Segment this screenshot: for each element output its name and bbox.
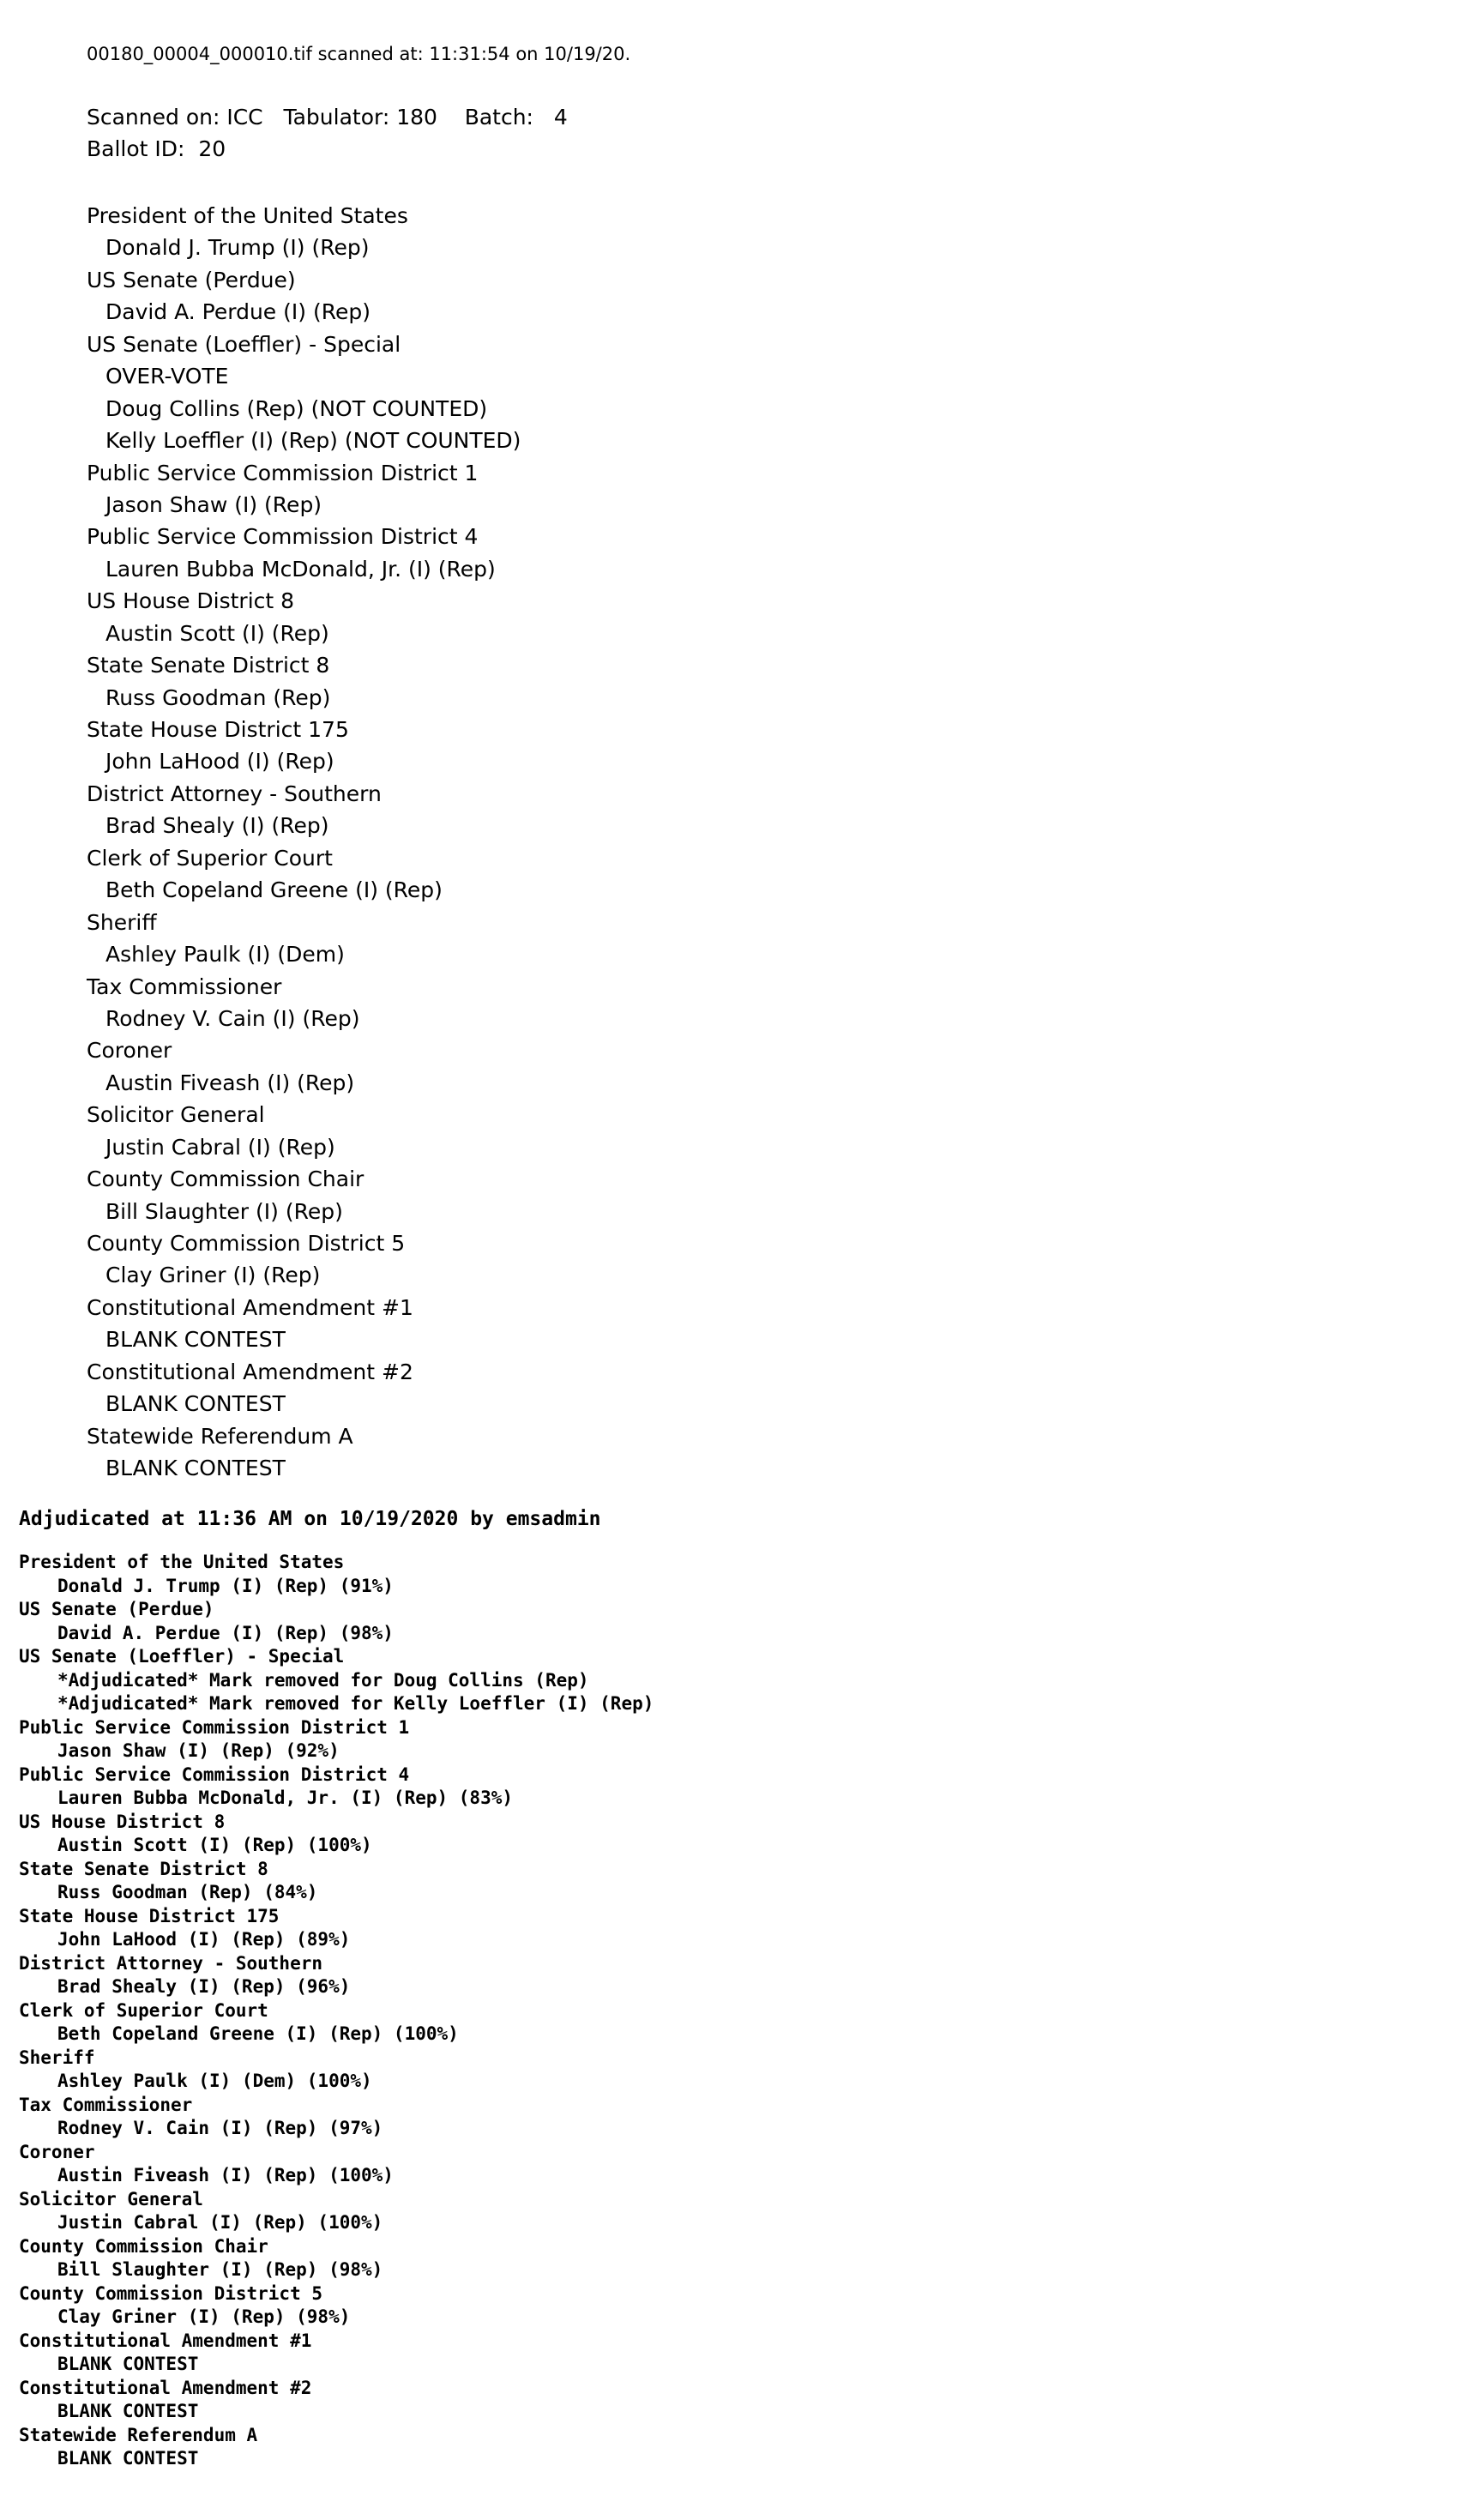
- ballot-choice: Austin Scott (I) (Rep): [105, 620, 329, 646]
- adjudicated-contest: [19, 1716, 1443, 1763]
- adjudicated-contest-name: US House District 8: [19, 1811, 226, 1832]
- adjudicated-contest: [19, 1999, 1443, 2047]
- ballot-contest-name: US House District 8: [87, 588, 295, 614]
- adjudicated-choice: BLANK CONTEST: [57, 2448, 199, 2469]
- adjudicated-choice: John LaHood (I) (Rep) (89%): [57, 1929, 351, 1950]
- adjudicated-contest-list: [19, 1551, 1443, 2471]
- ballot-choice: Kelly Loeffler (I) (Rep) (NOT COUNTED): [105, 428, 521, 454]
- adjudicated-contest: [19, 1811, 1443, 1858]
- ballot-contest: [87, 200, 1373, 264]
- ballot-contest: [87, 1227, 1373, 1292]
- adjudicated-contest: [19, 2094, 1443, 2141]
- adjudicated-contest-name: Public Service Commission District 4: [19, 1763, 410, 1785]
- adjudicated-contest: [19, 2188, 1443, 2235]
- ballot-choice: Jason Shaw (I) (Rep): [105, 491, 322, 517]
- adjudicated-contest: [19, 2330, 1443, 2377]
- ballot-choice: BLANK CONTEST: [105, 1456, 286, 1481]
- adjudicated-contest-name: US Senate (Loeffler) - Special: [19, 1646, 345, 1667]
- ballot-contest-name: Solicitor General: [87, 1102, 265, 1128]
- ballot-choice: Lauren Bubba McDonald, Jr. (I) (Rep): [105, 556, 496, 582]
- adjudicated-contest-name: County Commission Chair: [19, 2235, 268, 2257]
- adjudicated-contest: [19, 2377, 1443, 2424]
- adjudicated-choice: BLANK CONTEST: [57, 2354, 199, 2374]
- ballot-choice: Beth Copeland Greene (I) (Rep): [105, 877, 443, 903]
- ballot-contest-name: Constitutional Amendment #2: [87, 1359, 413, 1384]
- adjudicated-choice: Bill Slaughter (I) (Rep) (98%): [57, 2259, 383, 2280]
- adjudicated-contest-name: Statewide Referendum A: [19, 2424, 258, 2445]
- adjudicated-contest-name: Clerk of Superior Court: [19, 1999, 268, 2021]
- ballot-contest: [87, 1292, 1373, 1356]
- adjudicated-choice: Ashley Paulk (I) (Dem) (100%): [57, 2071, 372, 2091]
- adjudicated-contest: [19, 1952, 1443, 1999]
- ballot-contest-name: Constitutional Amendment #1: [87, 1294, 413, 1320]
- adjudication-section: [19, 1504, 1443, 2471]
- adjudicated-contest-name: Solicitor General: [19, 2188, 203, 2210]
- ballot-contest-name: State House District 175: [87, 717, 349, 742]
- adjudicated-choice: Austin Fiveash (I) (Rep) (100%): [57, 2165, 394, 2185]
- ballot-contest-name: Statewide Referendum A: [87, 1423, 353, 1449]
- adjudicated-contest-name: State Senate District 8: [19, 1858, 268, 1879]
- ballot-choice: Austin Fiveash (I) (Rep): [105, 1070, 355, 1095]
- adjudicated-contest-name: Sheriff: [19, 2047, 95, 2068]
- adjudicated-contest: [19, 1551, 1443, 1598]
- adjudicated-contest-name: County Commission District 5: [19, 2282, 323, 2304]
- adjudicated-choice: Justin Cabral (I) (Rep) (100%): [57, 2212, 383, 2233]
- adjudicated-choice: *Adjudicated* Mark removed for Kelly Loeffler (I) (Rep): [57, 1693, 654, 1714]
- ballot-contest: [87, 1163, 1373, 1227]
- adjudicated-contest-name: US Senate (Perdue): [19, 1599, 214, 1619]
- adjudicated-contest: [19, 1858, 1443, 1905]
- ballot-choice: BLANK CONTEST: [105, 1327, 286, 1353]
- ballot-choice: Rodney V. Cain (I) (Rep): [105, 1005, 360, 1031]
- ballot-contest: [87, 714, 1373, 778]
- adjudicated-choice: Austin Scott (I) (Rep) (100%): [57, 1835, 372, 1855]
- ballot-choice: Bill Slaughter (I) (Rep): [105, 1198, 343, 1224]
- ballot-contest-name: Public Service Commission District 4: [87, 524, 479, 550]
- ballot-contest: [87, 521, 1373, 585]
- adjudicated-contest: [19, 2282, 1443, 2330]
- ballot-contest-list: [87, 200, 1373, 1485]
- adjudicated-contest: [19, 1905, 1443, 1952]
- ballot-choice: Russ Goodman (Rep): [105, 684, 331, 710]
- ballot-id-line: Ballot ID: 20: [87, 136, 226, 161]
- adjudicated-contest-name: Coroner: [19, 2141, 95, 2162]
- ballot-contest-name: County Commission Chair: [87, 1167, 364, 1192]
- ballot-contest-name: Public Service Commission District 1: [87, 460, 479, 485]
- adjudication-header: Adjudicated at 11:36 AM on 10/19/2020 by emsadmin: [19, 1508, 601, 1530]
- adjudicated-contest: [19, 1645, 1443, 1716]
- ballot-choice: Justin Cabral (I) (Rep): [105, 1134, 335, 1160]
- ballot-contest: [87, 1356, 1373, 1420]
- ballot-contest-name: US Senate (Loeffler) - Special: [87, 331, 401, 357]
- ballot-choice: OVER-VOTE: [105, 364, 229, 389]
- ballot-contest-name: County Commission District 5: [87, 1231, 406, 1256]
- ballot-choice: Ashley Paulk (I) (Dem): [105, 942, 345, 968]
- scan-section: [87, 41, 1373, 1485]
- ballot-choice: Brad Shealy (I) (Rep): [105, 813, 329, 839]
- ballot-choice: BLANK CONTEST: [105, 1391, 286, 1417]
- ballot-contest: [87, 649, 1373, 714]
- adjudicated-contest-name: President of the United States: [19, 1552, 345, 1572]
- ballot-contest: [87, 778, 1373, 842]
- adjudicated-choice: Beth Copeland Greene (I) (Rep) (100%): [57, 2023, 459, 2044]
- ballot-contest: [87, 264, 1373, 329]
- adjudicated-contest-name: Public Service Commission District 1: [19, 1716, 410, 1738]
- adjudicated-contest-name: Constitutional Amendment #1: [19, 2330, 312, 2351]
- adjudicated-contest: [19, 2047, 1443, 2094]
- adjudicated-contest-name: State House District 175: [19, 1905, 280, 1926]
- adjudicated-contest-name: Tax Commissioner: [19, 2094, 193, 2115]
- ballot-choice: Donald J. Trump (I) (Rep): [105, 235, 370, 261]
- adjudicated-choice: Lauren Bubba McDonald, Jr. (I) (Rep) (83%): [57, 1788, 514, 1808]
- ballot-contest-name: US Senate (Perdue): [87, 267, 296, 292]
- scanned-on-line: Scanned on: ICC Tabulator: 180 Batch: 4: [87, 105, 568, 130]
- ballot-contest-name: Sheriff: [87, 909, 157, 935]
- adjudicated-choice: BLANK CONTEST: [57, 2401, 199, 2421]
- ballot-contest-name: Clerk of Superior Court: [87, 845, 333, 871]
- ballot-contest: [87, 842, 1373, 907]
- ballot-contest: [87, 907, 1373, 971]
- adjudicated-contest: [19, 2424, 1443, 2471]
- adjudicated-choice: *Adjudicated* Mark removed for Doug Collins (Rep): [57, 1669, 589, 1691]
- ballot-contest: [87, 1420, 1373, 1485]
- ballot-contest-name: Tax Commissioner: [87, 974, 282, 999]
- adjudicated-choice: David A. Perdue (I) (Rep) (98%): [57, 1622, 394, 1643]
- adjudicated-choice: Donald J. Trump (I) (Rep) (91%): [57, 1575, 394, 1596]
- ballot-choice: David A. Perdue (I) (Rep): [105, 299, 371, 325]
- ballot-contest-name: Coroner: [87, 1038, 172, 1064]
- adjudicated-choice: Russ Goodman (Rep) (84%): [57, 1882, 318, 1902]
- ballot-choice: Clay Griner (I) (Rep): [105, 1263, 321, 1288]
- ballot-contest: [87, 457, 1373, 521]
- ballot-contest-name: State Senate District 8: [87, 653, 330, 678]
- adjudicated-choice: Rodney V. Cain (I) (Rep) (97%): [57, 2118, 383, 2138]
- ballot-contest: [87, 1099, 1373, 1163]
- ballot-contest: [87, 585, 1373, 649]
- ballot-contest: [87, 1034, 1373, 1099]
- ballot-choice: John LaHood (I) (Rep): [105, 749, 334, 775]
- ballot-contest-name: President of the United States: [87, 203, 408, 228]
- adjudicated-contest-name: District Attorney - Southern: [19, 1952, 323, 1974]
- ballot-contest: [87, 329, 1373, 457]
- adjudicated-contest: [19, 1598, 1443, 1645]
- adjudicated-contest: [19, 2141, 1443, 2188]
- adjudicated-choice: Jason Shaw (I) (Rep) (92%): [57, 1740, 340, 1761]
- scan-header: 00180_00004_000010.tif scanned at: 11:31:54 on 10/19/20.: [87, 44, 631, 64]
- ballot-choice: Doug Collins (Rep) (NOT COUNTED): [105, 395, 488, 421]
- adjudicated-contest-name: Constitutional Amendment #2: [19, 2377, 312, 2398]
- adjudicated-choice: Clay Griner (I) (Rep) (98%): [57, 2306, 351, 2327]
- adjudicated-contest: [19, 2235, 1443, 2282]
- adjudicated-choice: Brad Shealy (I) (Rep) (96%): [57, 1976, 351, 1997]
- scan-meta: [87, 101, 1373, 165]
- adjudicated-contest: [19, 1763, 1443, 1811]
- ballot-contest: [87, 971, 1373, 1035]
- ballot-contest-name: District Attorney - Southern: [87, 781, 382, 806]
